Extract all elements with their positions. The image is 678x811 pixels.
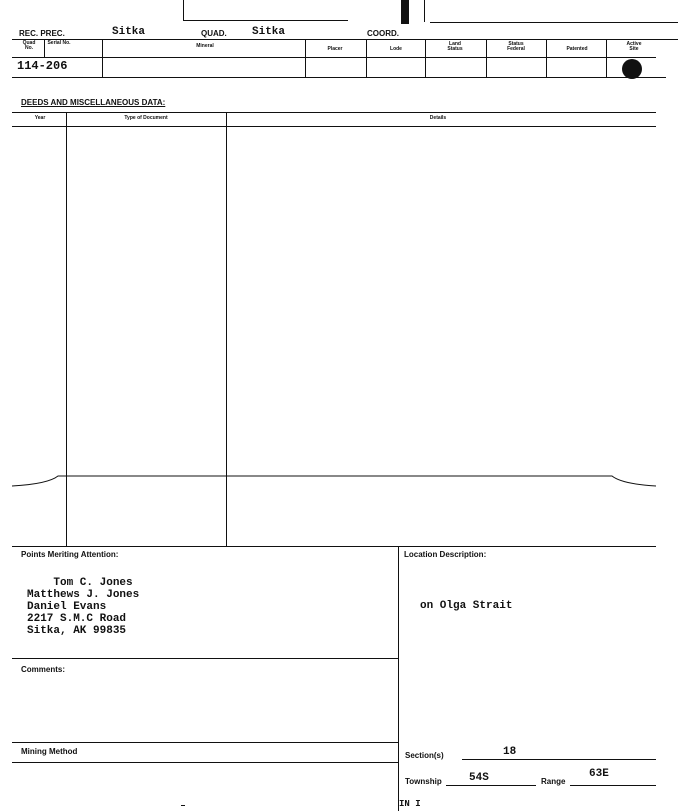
header-active: Active Site xyxy=(626,41,642,52)
header-quad-no: Quad No. xyxy=(22,40,36,51)
section-label: Section(s) xyxy=(405,751,444,760)
location-label: Location Description: xyxy=(404,550,487,559)
page-join-curve xyxy=(0,470,678,494)
header-placer: Placer xyxy=(327,46,343,52)
top-short-rule xyxy=(183,20,348,21)
lower-center-divider xyxy=(398,546,399,811)
section-value: 18 xyxy=(503,746,517,758)
header-lode: Lode xyxy=(390,46,402,52)
active-site-dot xyxy=(622,59,642,79)
col-div-patented xyxy=(546,39,547,77)
mining-top-rule xyxy=(12,742,398,743)
rec-prec-value: Sitka xyxy=(112,26,146,38)
township-value: 54S xyxy=(469,772,489,784)
top-right-rule xyxy=(430,22,678,23)
township-label: Township xyxy=(405,777,442,786)
col-div-federal xyxy=(486,39,487,77)
township-blank-line xyxy=(446,785,536,786)
points-line: Matthews J. Jones xyxy=(27,589,140,601)
col-div-serial xyxy=(44,39,45,57)
header-land-status: Land Status xyxy=(447,41,463,52)
claim-table-top xyxy=(12,39,678,40)
range-value: 63E xyxy=(589,768,609,780)
bottom-mark: IN I xyxy=(399,799,421,809)
deeds-title: DEEDS AND MISCELLANEOUS DATA: xyxy=(21,98,166,107)
top-mark-line xyxy=(424,0,425,22)
points-line: 2217 S.M.C Road xyxy=(27,613,127,625)
header-status-federal: Status Federal xyxy=(507,41,525,52)
claim-table-bottom xyxy=(12,77,666,78)
col-div-active xyxy=(606,39,607,77)
comments-top-rule xyxy=(12,658,398,659)
points-line: Tom C. Jones xyxy=(27,577,133,589)
deeds-table-top xyxy=(12,112,656,113)
range-label: Range xyxy=(541,777,566,786)
quad-value: Sitka xyxy=(252,26,286,38)
mining-method-label: Mining Method xyxy=(21,747,78,756)
points-label: Points Meriting Attention: xyxy=(21,550,119,559)
col-div-mineral xyxy=(102,39,103,77)
range-blank-line xyxy=(570,785,656,786)
coord-label: COORD. xyxy=(367,29,399,38)
section-blank-line xyxy=(462,759,656,760)
claim-table-header-bottom xyxy=(12,57,656,58)
points-line: Daniel Evans xyxy=(27,601,107,613)
location-text: on Olga Strait xyxy=(420,600,513,612)
col-div-lode xyxy=(366,39,367,77)
header-mineral: Mineral xyxy=(196,43,214,49)
points-line: Sitka, AK 99835 xyxy=(27,625,127,637)
mining-bottom-rule xyxy=(12,762,398,763)
col-div-placer xyxy=(305,39,306,77)
deeds-col-year: Year xyxy=(34,115,46,121)
quad-serial-value: 114-206 xyxy=(17,59,68,73)
rec-prec-label: REC. PREC. xyxy=(19,29,65,38)
deeds-col-type: Type of Document xyxy=(124,115,168,121)
deeds-table-bottom xyxy=(12,546,656,547)
deeds-col-details: Details xyxy=(429,115,447,121)
bottom-speck xyxy=(181,805,185,806)
top-divider-line xyxy=(183,0,184,20)
top-mark-block xyxy=(401,0,409,24)
comments-label: Comments: xyxy=(21,665,66,674)
header-patented: Patented xyxy=(566,46,588,52)
deeds-header-bottom xyxy=(12,126,656,127)
col-div-land xyxy=(425,39,426,77)
header-serial-no: Serial No. xyxy=(47,40,71,46)
quad-label: QUAD. xyxy=(201,29,227,38)
